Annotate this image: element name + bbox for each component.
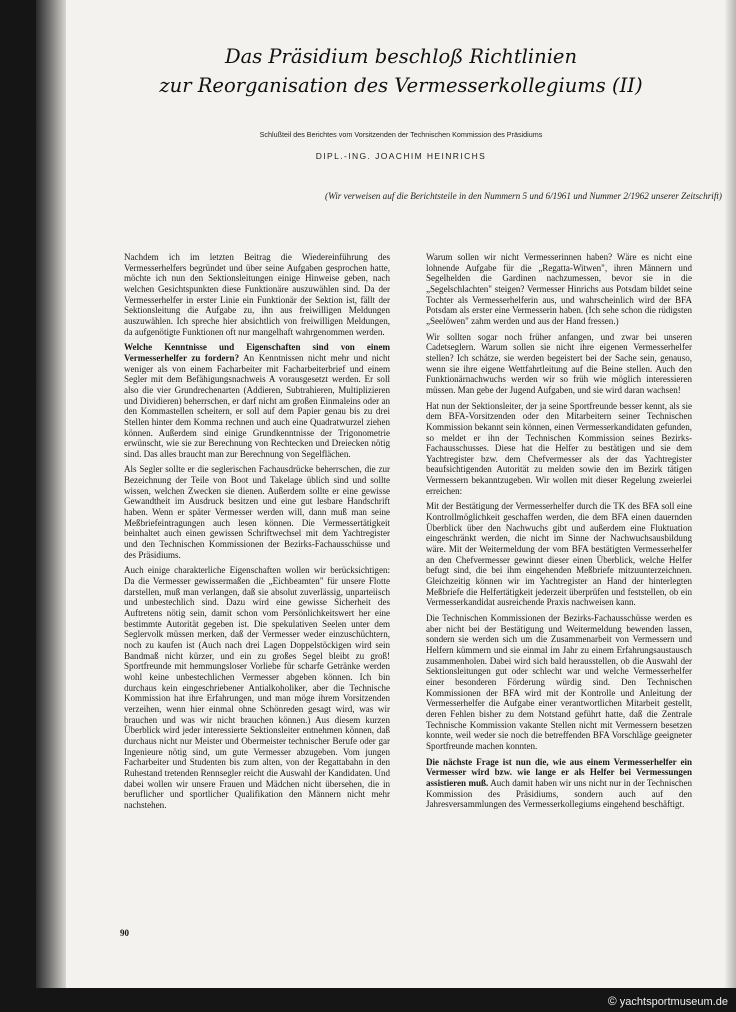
paragraph-text: Auch damit haben wir uns nicht nur in der Technischen Kommission des Präsidiums, sondern auch auf den Jahresversammlungen des Vermesserkollegiums eingehend beschäftigt.	[426, 777, 692, 810]
paragraph	[124, 342, 390, 459]
watermark	[608, 994, 728, 1008]
title-line-2: zur Reorganisation des Vermesserkollegiums (II)	[159, 74, 643, 97]
bold-question: Welche Kenntnisse und Eigenschaften sind von einem Vermesserhelfer zu fordern?	[124, 342, 390, 363]
paragraph: Wir sollten sogar noch früher anfangen, und zwar bei unseren Cadetseglern. Warum sollen sie nicht ihre eigenen Vermesserhelfer stellen? Ich schätze, sie werden begeistert bei der Sache sein, genauso, wenn sie ihre eigene Wettfahrtleitung auf die Beine stellen. Auch den Funktionärnachwuchs werden wir so früh wie möglich interessieren müssen. Man gebe der Jugend Aufgaben, und sie wird daran wachsen!	[426, 331, 692, 395]
reference-note: (Wir verweisen auf die Berichtsteile in den Nummern 5 und 6/1961 und Nummer 2/1962 unserer Zeitschrift)	[325, 191, 722, 201]
paragraph: Nachdem ich im letzten Beitrag die Wiedereinführung des Vermesserhelfers begründet und über seine Aufgaben gesprochen hatte, möchte ich nun den Sektionsleitungen einige Hinweise geben, nach welchen Gesichtspunkten diese Funktionäre auszuwählen sind. Da der Vermesserhelfer in erster Linie ein Funktionär der Sektion ist, fällt der Sektionsleitung die Aufgabe zu, ihn aus freiwilligen Meldungen auszuwählen. Ich spreche hier absichtlich von freiwilligen Meldungen, da aufgenötigte Funktionen oft nur mangelhaft wahrgenommen werden.	[124, 252, 390, 337]
paragraph: Mit der Bestätigung der Vermesserhelfer durch die TK des BFA soll eine Kontrollmöglichkeit geschaffen werden, die dem BFA einen dauernden Überblick über den Nachwuchs gibt und außerdem eine Fluktuation eingeschränkt werden, die nicht im Sinne der Nachwuchsausbildung wäre. Mit der Weitermeldung der vom BFA bestätigten Vermesserhelfer an den Chefvermesser gewinnt dieser einen Überblick, welche Helfer befugt sind, die bei ihm eingehenden Meßbriefe mitzuunterzeichnen. Gleichzeitig können wir im Yachtregister an Hand der hinterlegten Meßbriefe die Helfertätigkeit jederzeit überprüfen und feststellen, ob ein Vermesserkandidat ausreichende Praxis nachweisen kann.	[426, 501, 692, 608]
paragraph: Die Technischen Kommissionen der Bezirks-Fachausschüsse werden es aber nicht bei der Bestätigung und Weitermeldung bewenden lassen, sondern sie werden sich um die Zusammenarbeit von Vermessern und Helfern kümmern und sie einmal im Jahr zu einem Erfahrungsaustausch zusammenholen. Dabei wird sich bald herausstellen, ob die Auswahl der Sektionsleitungen gut oder schlecht war und welche Vermesserhelfer einer besonderen Förderung würdig sind. Den Technischen Kommissionen der BFA wird mit der Kontrolle und Anleitung der Vermesserhelfer die Aufgabe einer verantwortlichen Mitarbeit gestellt, deren Fehlen bisher zu dem Notstand geführt hatte, daß die Zentrale Technische Kommission vakante Stellen nicht mit Vermessern besetzen konnte, weil weder sie noch die betreffenden BFA Vorschläge geeigneter Sportfreunde machen konnten.	[426, 613, 692, 751]
bold-question: Die nächste Frage ist nun die, wie aus einem Vermesserhelfer ein Vermesser wird bzw. wie lange er als Helfer bei Vermessungen assistieren muß.	[426, 756, 692, 788]
article-author: DIPL.-ING. JOACHIM HEINRICHS	[315, 151, 487, 161]
page-number: 90	[120, 928, 129, 938]
magazine-page	[36, 0, 736, 988]
right-column	[426, 252, 692, 815]
page-binding-shadow	[36, 0, 66, 988]
watermark-text: yachtsportmuseum.de	[619, 996, 728, 1008]
paragraph: Warum sollen wir nicht Vermesserinnen haben? Wäre es nicht eine lohnende Aufgabe für die „Regatta-Witwen", ihren Männern und Segelhelden die Gardinen nachzumessen, bevor sie in die „Segelschlachten" steigen? Vermesser Hinrichs aus Potsdam bildet seine Tochter als Vermesserhelferin aus, und wahrscheinlich wird der BFA Potsdam als erster eine Vermesserin haben. (Ich sehe schon die rüdigsten „Seelöwen" zahm werden und aus der Hand fressen.)	[426, 252, 692, 326]
paragraph: Hat nun der Sektionsleiter, der ja seine Sportfreunde besser kennt, als sie dem BFA-Vorsitzenden oder den Mitarbeitern seiner Technischen Kommission bekannt sein können, einen Vermesserkandidaten gefunden, so meldet er ihn der Technischen Kommission seines Bezirks-Fachausschusses. Diese hat die Helfer zu bestätigen und sie dem Yachtregister bzw. dem Chefvermesser als der das Yachtregister beaufsichtigenden Autorität zu melden sowie den im Bezirk tätigen Vermessern bekanntzugeben. Wir wollen mit dieser Regelung zweierlei erreichen:	[426, 400, 692, 496]
paragraph: Als Segler sollte er die seglerischen Fachausdrücke beherrschen, die zur Bezeichnung der Teile von Boot und Takelage üblich sind und sollte wissen, welchen Zwecken sie dienen. Außerdem sollte er eine gewisse Gewandtheit im Ausdruck besitzen und eine gut lesbare Handschrift haben. Wenn er später Vermesser werden will, dann muß man seine Meßbriefeintragungen auch lesen können. Die Vermessertätigkeit beinhaltet auch einen gewissen Schriftwechsel mit dem Yachtregister und den Technischen Kommissionen der Bezirks-Fachausschüsse und des Präsidiums.	[124, 464, 390, 560]
article-title	[76, 42, 726, 100]
paragraph-text: An Kenntnissen nicht mehr und nicht weniger als von einem Facharbeiter mit Facharbeiterbrief und einem Segler mit dem Befähigungsnachweis A vorausgesetzt werden. Er soll also die vier Grundrechenarten (Addieren, Subtrahieren, Multiplizieren und Dividieren) beherrschen, er darf nicht am großen Einmaleins oder an den Kommastellen scheitern, er soll auf dem Papier genau bis zu drei Stellen hinter dem Komma rechnen und auch eine Quadratwurzel ziehen können. Außerdem sind einige Grundkenntnisse der Trigonometrie erwünscht, wie sie zur Berechnung von Rechtecken und Dreiecken nötig sind. Das alles braucht man zur Berechnung von Segelflächen.	[124, 352, 390, 459]
page-edge-shadow	[724, 0, 736, 988]
article-subtitle: Schlußteil des Berichtes vom Vorsitzenden der Technischen Kommission des Präsidiums	[259, 130, 543, 139]
paragraph: Auch einige charakterliche Eigenschaften wollen wir berücksichtigen: Da die Vermesser gewissermaßen die „Eichbeamten" für unsere Flotte darstellen, muß man verlangen, daß sie absolut zuverlässig, unparteiisch und unbestechlich sind. Dazu wird eine gewisse Sicherheit des Auftretens nötig sein, damit schon vom Persönlichkeitswert her eine bestimmte Autorität gegeben ist. Die spekulativen Seelen unter dem Seglervolk müssen merken, daß der Vermesser weder einzuschüchtern, noch zu kaufen ist (Auch nach drei Lagen Doppelstöckigen wird sein Bandmaß nicht kürzer, und ein zu großes Segel bleibt zu groß! Sportfreunde mit hemmungsloser Vorliebe für scharfe Getränke werden wohl keine unbestechlichen Vermesser abgeben können. Ich bin durchaus kein eingeschriebener Antialkoholiker, aber die Technische Kommission hat ihre Erfahrungen, und man möge ihrem Vorsitzenden verzeihen, wenn hier einmal ohne Schönreden gesagt wird, was wir brauchen und was wir nicht brauchen können.) Aus diesem kurzen Überblick wird jeder interessierte Sektionsleiter entnehmen können, daß durchaus nicht nur Meister und Obermeister technischer Berufe oder gar Ingenieure nötig sind, um gute Vermesser abzugeben. Vom jungen Facharbeiter und Studenten bis zum alten, von der Regattabahn in den Ruhestand tretenden Rennsegler reicht die Auswahl der Kandidaten. Und dabei wollen wir unsere Frauen und Mädchen nicht übersehen, die in beruflicher und sportlicher Qualifikation den Männern nicht mehr nachstehen.	[124, 565, 390, 810]
title-line-1: Das Präsidium beschloß Richtlinien	[224, 45, 578, 68]
left-column	[124, 252, 390, 815]
paragraph	[426, 757, 692, 810]
copyright-icon: ©	[607, 994, 617, 1008]
